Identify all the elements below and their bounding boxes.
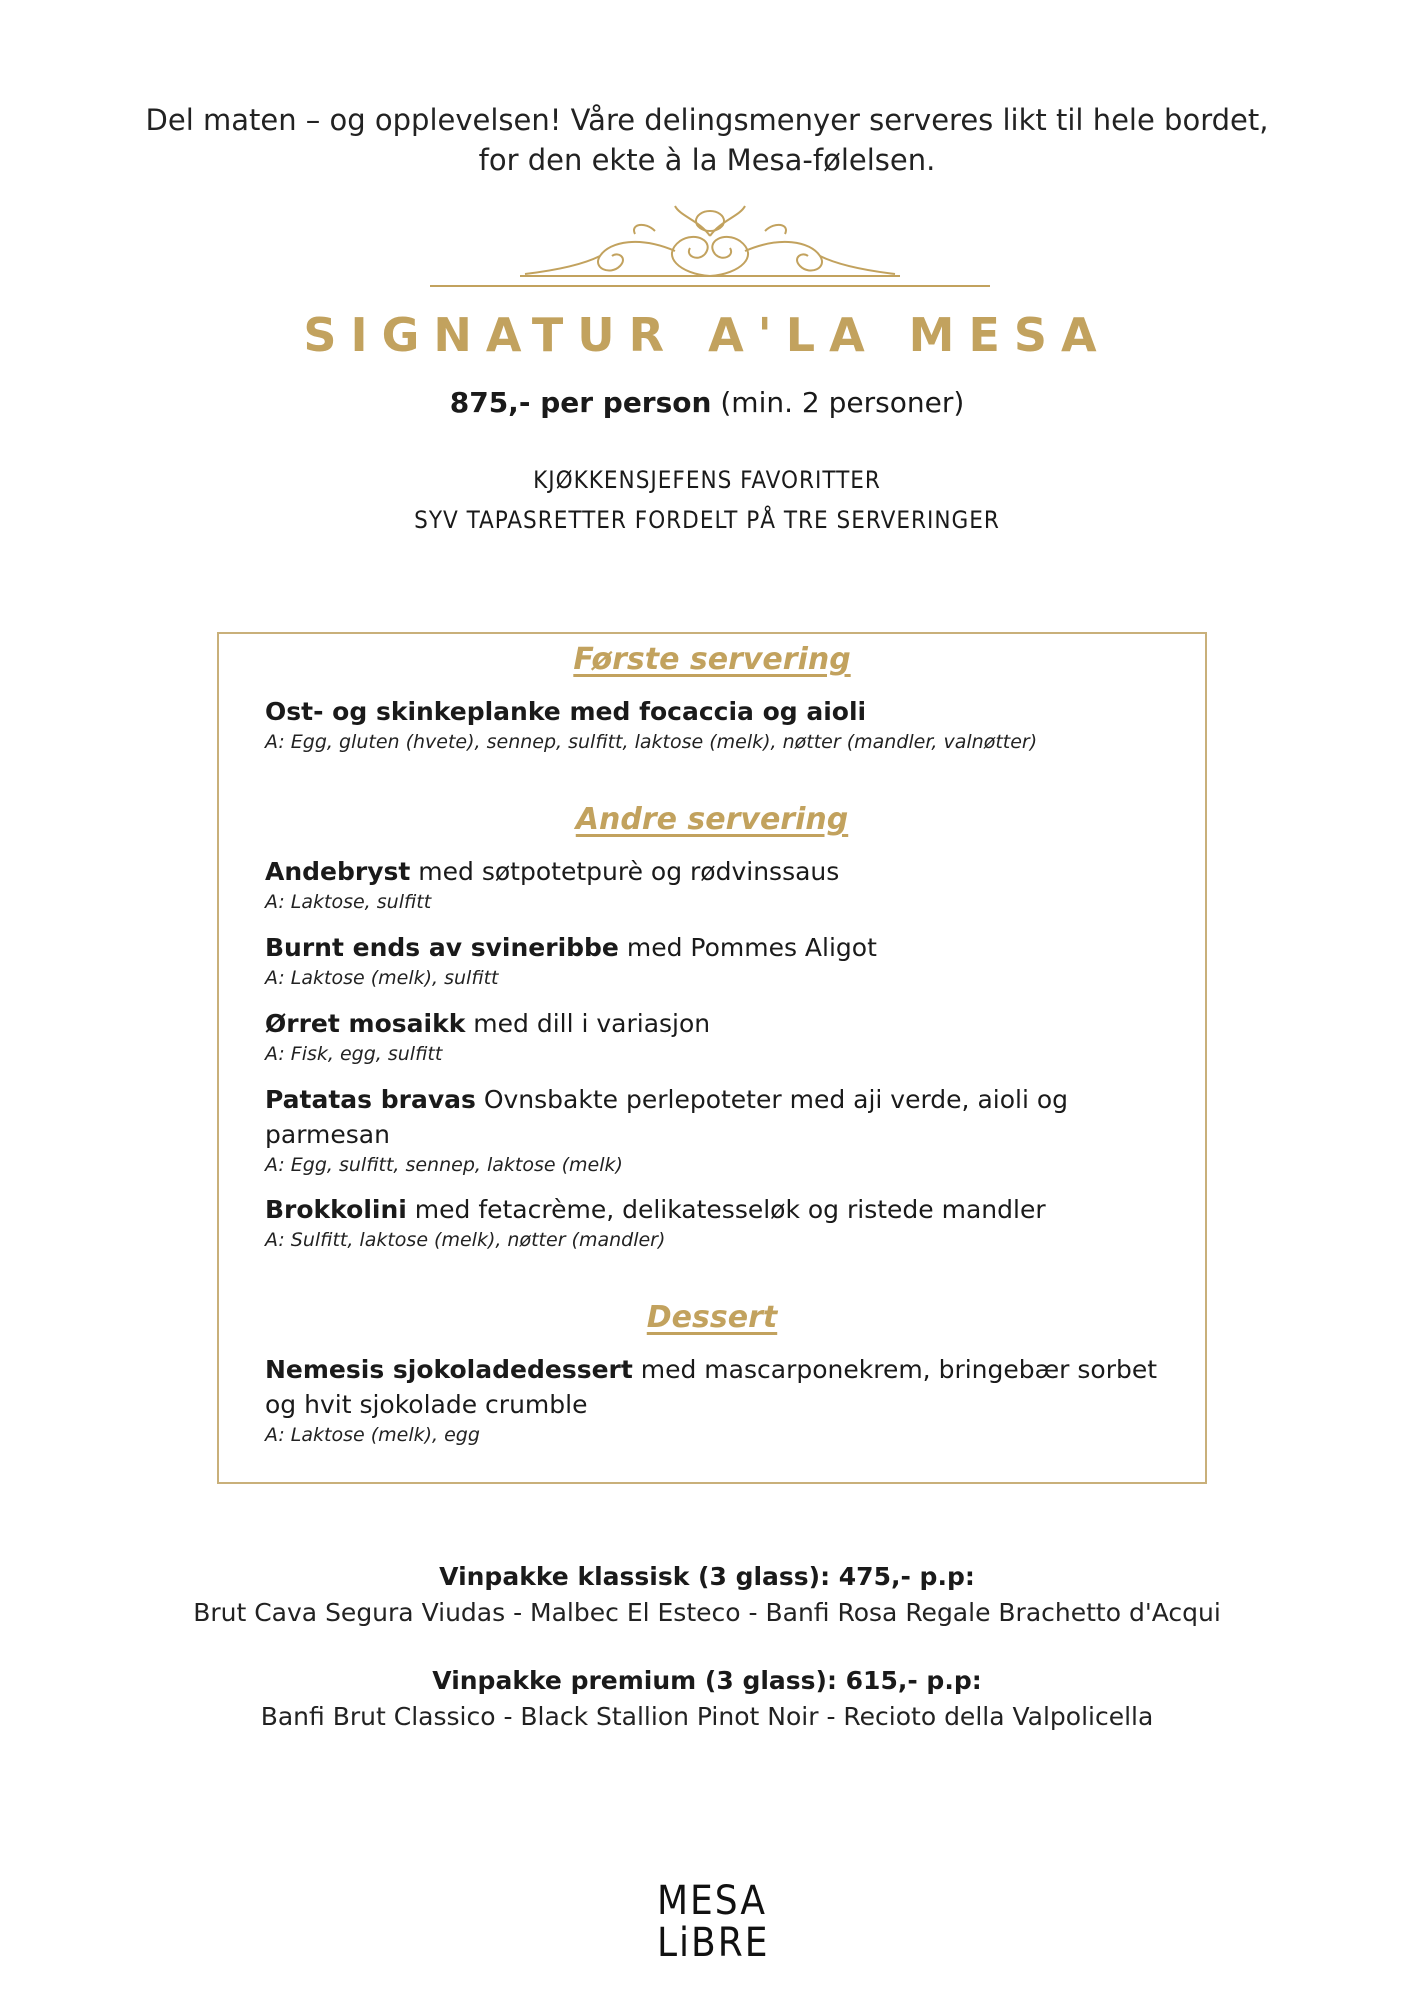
wine-premium-list: Banfi Brut Classico - Black Stallion Pinot Noir - Recioto della Valpolicella bbox=[260, 1702, 1154, 1731]
dish-allergens: A: Egg, sulfitt, sennep, laktose (melk) bbox=[265, 1154, 623, 1176]
dish-allergens: A: Laktose (melk), sulfitt bbox=[265, 967, 499, 989]
gold-flourish-ornament-icon bbox=[430, 196, 990, 296]
dish-allergens: A: Fisk, egg, sulfitt bbox=[265, 1043, 443, 1065]
subtitle-line-1: KJØKKENSJEFENS FAVORITTER bbox=[533, 466, 881, 494]
subtitle-line-2: SYV TAPASRETTER FORDELT PÅ TRE SERVERINGER bbox=[414, 506, 1000, 534]
section-title-second: Andre servering bbox=[575, 802, 849, 837]
dish-name: Brokkolini bbox=[265, 1195, 407, 1224]
price-bold: 875,- per person bbox=[449, 386, 712, 419]
dish-desc: med søtpotetpurè og rødvinssaus bbox=[410, 857, 840, 886]
dish-desc: med mascarponekrem, bringebær sorbet og hvit sjokolade crumble bbox=[265, 1355, 1158, 1419]
dish-item bbox=[265, 1082, 1185, 1179]
section-title-dessert: Dessert bbox=[646, 1300, 778, 1335]
dish-allergens: A: Laktose (melk), egg bbox=[265, 1424, 480, 1446]
wine-premium-title: Vinpakke premium (3 glass): 615,- p.p: bbox=[432, 1666, 982, 1695]
dish-name: Nemesis sjokoladedessert bbox=[265, 1355, 633, 1384]
dish-name: Andebryst bbox=[265, 857, 411, 886]
logo-line-1: MESA bbox=[657, 1878, 767, 1924]
logo-line-2: LiBRE bbox=[657, 1920, 770, 1966]
dish-item bbox=[265, 694, 1185, 756]
wine-classic-title: Vinpakke klassisk (3 glass): 475,- p.p: bbox=[439, 1562, 975, 1591]
dish-item bbox=[265, 854, 1185, 916]
dish-name: Ørret mosaikk bbox=[265, 1009, 466, 1038]
dish-desc: med dill i variasjon bbox=[465, 1009, 711, 1038]
subtitle bbox=[0, 460, 1414, 540]
dish-allergens: A: Sulfitt, laktose (melk), nøtter (mandler) bbox=[265, 1229, 666, 1251]
dish-desc: med Pommes Aligot bbox=[618, 933, 877, 962]
dish-item bbox=[265, 1006, 1185, 1068]
dish-item bbox=[265, 1192, 1185, 1254]
dish-name: Patatas bravas bbox=[265, 1085, 476, 1114]
price-note: (min. 2 personer) bbox=[711, 386, 965, 419]
section-title-first: Første servering bbox=[573, 642, 851, 677]
intro-line-2: for den ekte à la Mesa-følelsen. bbox=[478, 143, 936, 177]
wine-classic-list: Brut Cava Segura Viudas - Malbec El Esteco - Banfi Rosa Regale Brachetto d'Acqui bbox=[193, 1598, 1221, 1627]
dish-allergens: A: Egg, gluten (hvete), sennep, sulfitt, laktose (melk), nøtter (mandler, valnøtter) bbox=[265, 731, 1038, 753]
dish-desc: Ovnsbakte perlepoteter med aji verde, aioli og parmesan bbox=[265, 1085, 1069, 1149]
menu-title: SIGNATUR A'LA MESA bbox=[303, 308, 1111, 362]
dish-allergens: A: Laktose, sulfitt bbox=[265, 891, 432, 913]
dish-desc: med fetacrème, delikatesseløk og ristede mandler bbox=[406, 1195, 1046, 1224]
dish-item bbox=[265, 930, 1185, 992]
price-line bbox=[0, 386, 1414, 419]
dish-name: Burnt ends av svineribbe bbox=[265, 933, 619, 962]
menu-box bbox=[217, 632, 1207, 1484]
intro-text bbox=[0, 100, 1414, 180]
dish-item bbox=[265, 1352, 1185, 1449]
intro-line-1: Del maten – og opplevelsen! Våre delingsmenyer serveres likt til hele bordet, bbox=[145, 103, 1269, 137]
dish-name: Ost- og skinkeplanke med focaccia og aioli bbox=[265, 697, 867, 726]
mesa-libre-logo bbox=[657, 1878, 770, 1966]
